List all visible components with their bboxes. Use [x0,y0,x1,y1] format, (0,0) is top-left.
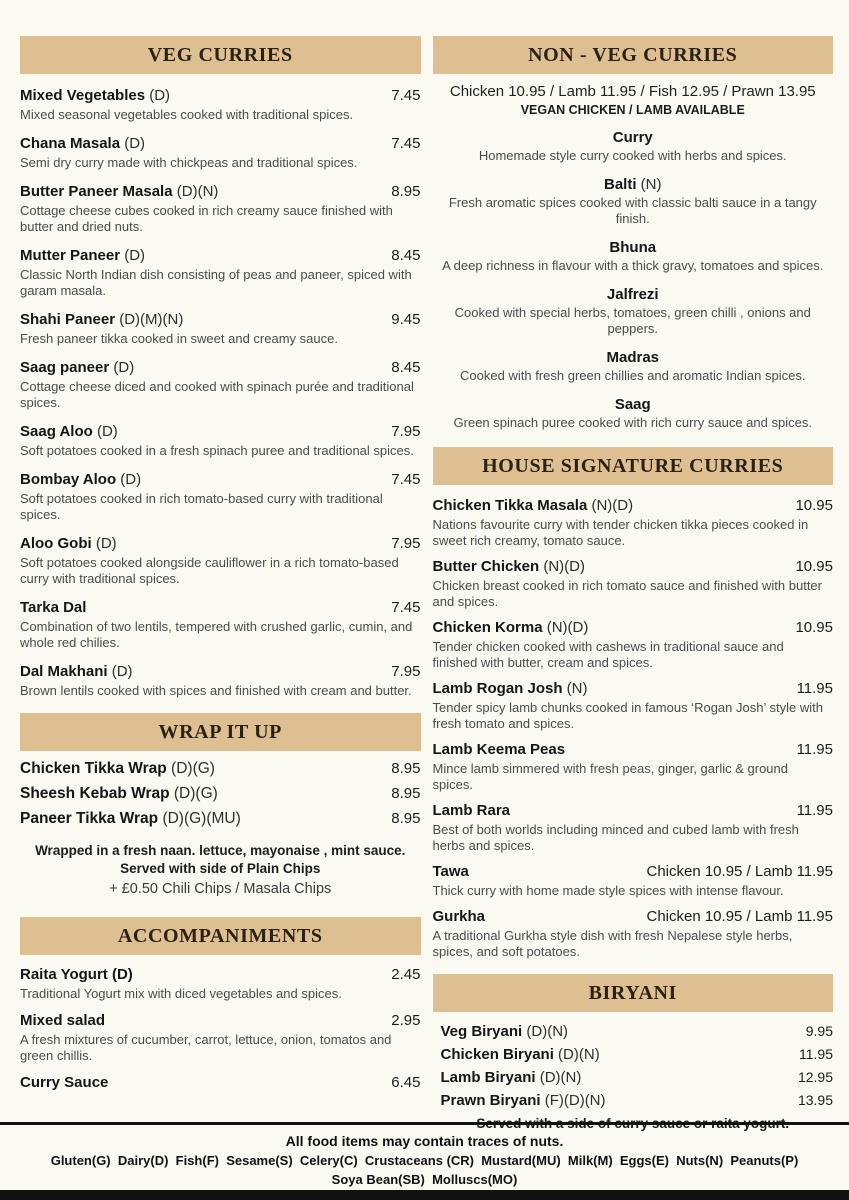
menu-item-price: Chicken 10.95 / Lamb 11.95 [646,863,833,880]
menu-item [433,1020,834,1043]
menu-item-price: 10.95 [795,619,833,636]
menu-item-description: A traditional Gurkha style dish with fresh Nepalese style herbs, spices, and soft potatoes. [432,928,793,959]
menu-item-price: 12.95 [797,1069,833,1085]
menu-item-description: Soft potatoes cooked in rich tomato-based curry with traditional spices. [20,491,383,522]
menu-item-description: Classic North Indian dish consisting of peas and paneer, spiced with garam masala. [20,267,412,298]
menu-item-line [433,907,834,926]
menu-item-description: Fresh paneer tikka cooked in sweet and creamy sauce. [20,331,338,346]
menu-item-name: Butter Chicken (N)(D) [432,558,586,575]
menu-item-description: Combination of two lentils, tempered with crushed garlic, cumin, and whole red chilies. [20,619,413,650]
wrap-note-line-1: Wrapped in a fresh naan. lettuce, mayonaise , mint sauce. [35,843,406,858]
menu-item [433,1043,834,1066]
curry-style-tags: (N) [636,176,662,193]
menu-item-allergen-tags: (N) [562,680,588,697]
menu-item [20,598,421,651]
menu-item-price: 8.95 [391,183,421,200]
menu-item-price: Chicken 10.95 / Lamb 11.95 [646,908,833,925]
wrap-note [20,842,421,899]
menu-item-name: Mixed Vegetables (D) [20,87,171,104]
menu-item-name: Chicken Tikka Wrap (D)(G) [20,760,215,777]
menu-item [433,1089,834,1112]
section-header-biryani [433,974,834,1012]
menu-item [20,246,421,299]
curry-style-item [433,395,834,431]
curry-style-description: Fresh aromatic spices cooked with classic balti sauce in a tangy finish. [448,195,817,226]
curry-style-description: Green spinach puree cooked with rich curry sauce and spices. [453,415,812,430]
menu-item [433,1066,834,1089]
menu-item-line [20,598,421,617]
menu-item-price: 8.95 [391,785,421,802]
menu-item-allergen-tags: (D)(N) [522,1023,569,1040]
right-column [433,36,834,1133]
section-header-veg-curries [20,36,421,74]
menu-item-description: Semi dry curry made with chickpeas and traditional spices. [20,155,358,170]
menu-item-price: 7.45 [391,471,421,488]
menu-item-name: Saag Aloo (D) [20,423,118,440]
menu-item-name: Aloo Gobi (D) [20,535,117,552]
menu-item-line [441,1066,834,1089]
section-title-veg-curries: VEG CURRIES [147,44,293,66]
menu-item-allergen-tags: (D) [116,471,142,488]
menu-item-line [20,662,421,681]
menu-item-price: 9.45 [391,311,421,328]
menu-item-line [433,557,834,576]
curry-style-name: Saag [614,396,651,413]
menu-item-line [433,862,834,881]
left-column [20,36,421,1101]
menu-item-price: 8.95 [391,760,421,777]
curry-style-description: Homemade style curry cooked with herbs and spices. [478,148,787,163]
non-veg-price-line: Chicken 10.95 / Lamb 11.95 / Fish 12.95 / Prawn 13.95 [449,83,816,100]
section-title-non-veg-curries: NON - VEG CURRIES [528,44,738,66]
menu-item-description: Soft potatoes cooked in a fresh spinach puree and traditional spices. [20,443,414,458]
menu-item-name: Curry Sauce [20,1074,109,1091]
menu-item [20,182,421,235]
menu-item-price: 7.95 [391,535,421,552]
menu-item-name: Shahi Paneer (D)(M)(N) [20,311,184,328]
menu-item-price: 7.95 [391,423,421,440]
section-header-wrap-it-up [20,713,421,751]
menu-item [20,534,421,587]
biryani-note: Served with a side of curry sauce or raita yogurt. [476,1116,790,1131]
wrap-note-line-2: Served with side of Plain Chips [120,861,321,876]
allergen-footer [0,1122,849,1189]
menu-item-name: Dal Makhani (D) [20,663,133,680]
menu-item [20,134,421,171]
curry-style-description: Cooked with special herbs, tomatoes, green chilli , onions and peppers. [454,305,811,336]
curry-style-description: Cooked with fresh green chillies and aromatic Indian spices. [460,368,806,383]
menu-item-line [441,1020,834,1043]
menu-item [433,862,834,899]
menu-item-allergen-tags: (D) [92,423,118,440]
menu-item-price: 11.95 [799,1046,833,1062]
section-veg-curries [20,36,421,699]
menu-item-name: Bombay Aloo (D) [20,471,142,488]
menu-item [433,557,834,610]
menu-item-line [20,1073,421,1092]
section-title-wrap-it-up: WRAP IT UP [158,721,282,743]
menu-item [20,784,421,803]
menu-item [433,740,834,793]
menu-item-line [433,740,834,759]
menu-item-price: 7.45 [391,87,421,104]
menu-item [20,1011,421,1064]
wrap-note-line-3: + £0.50 Chili Chips / Masala Chips [109,881,332,897]
menu-item-name: Butter Paneer Masala (D)(N) [20,183,219,200]
menu-item-name: Tawa [432,863,469,880]
menu-item-price: 8.45 [391,359,421,376]
menu-item-description: Cottage cheese diced and cooked with spinach purée and traditional spices. [20,379,414,410]
menu-item-line [20,809,421,828]
menu-item [20,965,421,1002]
menu-item [20,1073,421,1092]
section-title-biryani: BIRYANI [588,982,677,1004]
menu-item [20,358,421,411]
menu-item-price: 11.95 [796,741,833,758]
menu-item-name: Lamb Rogan Josh (N) [432,680,588,697]
menu-item-description: Best of both worlds including minced and cubed lamb with fresh herbs and spices. [432,822,799,853]
curry-style-name: Bhuna [609,239,657,256]
menu-item-allergen-tags: (D) [145,87,171,104]
menu-item [20,809,421,828]
menu-item-price: 7.45 [391,599,421,616]
menu-item-line [20,965,421,984]
house-signature-list [433,496,834,960]
menu-item-price: 7.45 [391,135,421,152]
menu-item-line [433,679,834,698]
menu-item [433,618,834,671]
menu-item-line [20,759,421,778]
menu-item [433,907,834,960]
menu-item-allergen-tags: (F)(D)(N) [540,1092,606,1109]
menu-item-price: 2.95 [391,1012,421,1029]
menu-item-price: 8.45 [391,247,421,264]
menu-item [20,422,421,459]
menu-item-line [433,618,834,637]
allergen-key-line-2: Soya Bean(SB) Molluscs(MO) [331,1172,518,1187]
menu-item-line [20,358,421,377]
curry-style-name: Madras [606,349,660,366]
menu-item-description: Thick curry with home made style spices with intense flavour. [432,883,784,898]
menu-item-line [433,801,834,820]
menu-item-description: Brown lentils cooked with spices and finished with cream and butter. [20,683,412,698]
menu-item-name: Prawn Biryani (F)(D)(N) [440,1092,606,1109]
menu-item-name: Mixed salad [20,1012,106,1029]
menu-item-line [441,1043,834,1066]
menu-item-line [20,422,421,441]
veg-curries-list [20,86,421,699]
menu-item-allergen-tags: (D)(G) [166,760,215,777]
vegan-availability-note: VEGAN CHICKEN / LAMB AVAILABLE [520,103,745,117]
section-title-house-signature: HOUSE SIGNATURE CURRIES [482,455,784,477]
menu-item-line [20,784,421,803]
menu-item-line [20,534,421,553]
menu-item-name: Chicken Biryani (D)(N) [440,1046,600,1063]
menu-item-line [20,246,421,265]
menu-item-description: Soft potatoes cooked alongside cauliflower in a rich tomato-based curry with traditional spices. [20,555,399,586]
curry-style-name: Balti (N) [603,176,662,193]
menu-item [20,310,421,347]
menu-item [20,86,421,123]
menu-item-allergen-tags: (D) [120,135,146,152]
wrap-it-up-list [20,759,421,828]
menu-item-name: Chicken Tikka Masala (N)(D) [432,497,634,514]
menu-item-price: 10.95 [795,558,833,575]
section-header-accompaniments [20,917,421,955]
menu-item [20,470,421,523]
section-non-veg-curries [433,36,834,431]
menu-item-name: Gurkha [432,908,486,925]
menu-item-price: 2.45 [391,966,421,983]
section-title-accompaniments: ACCOMPANIMENTS [117,925,323,947]
menu-item-description: A fresh mixtures of cucumber, carrot, lettuce, onion, tomatos and green chillis. [20,1032,392,1063]
menu-item-line [20,310,421,329]
curry-style-item [433,175,834,227]
menu-item [433,496,834,549]
menu-item-allergen-tags: (D) [120,247,146,264]
menu-item-allergen-tags: (D)(M)(N) [115,311,184,328]
menu-item-description: Tender chicken cooked with cashews in traditional sauce and finished with butter, cream and spices. [432,639,784,670]
curry-style-item [433,348,834,384]
menu-item-line [20,470,421,489]
menu-item-allergen-tags: (D) [109,359,135,376]
menu-item-name: Lamb Rara [432,802,511,819]
accompaniments-list [20,965,421,1092]
menu-item-description: Traditional Yogurt mix with diced vegetables and spices. [20,986,342,1001]
allergen-key-line-1: Gluten(G) Dairy(D) Fish(F) Sesame(S) Celery(C) Crustaceans (CR) Mustard(MU) Milk(M) Eggs(E) Nuts(N) Peanuts(P) [50,1153,799,1168]
section-header-non-veg-curries [433,36,834,74]
curry-styles-list [433,128,834,431]
menu-item [20,662,421,699]
section-accompaniments [20,917,421,1092]
menu-item-name: Raita Yogurt (D) [20,966,133,983]
menu-item-line [433,496,834,515]
nuts-warning: All food items may contain traces of nuts. [285,1133,564,1149]
menu-item-price: 11.95 [796,680,833,697]
section-header-house-signature [433,447,834,485]
menu-item-name: Lamb Keema Peas [432,741,566,758]
section-house-signature-curries [433,447,834,960]
menu-item-allergen-tags: (D)(G) [169,785,218,802]
section-wrap-it-up [20,713,421,899]
menu-item-description: Cottage cheese cubes cooked in rich creamy sauce finished with butter and dried nuts. [20,203,393,234]
menu-item-price: 13.95 [797,1092,833,1108]
menu-item-allergen-tags: (D)(N) [172,183,219,200]
menu-item-price: 6.45 [391,1074,421,1091]
menu-item [433,801,834,854]
menu-item-price: 9.95 [805,1023,833,1039]
menu-item-line [20,1011,421,1030]
menu-item-allergen-tags: (D)(N) [535,1069,582,1086]
menu-item-name: Tarka Dal [20,599,87,616]
curry-style-name: Curry [612,129,653,146]
menu-item-allergen-tags: (N)(D) [542,619,589,636]
menu-item-name: Mutter Paneer (D) [20,247,146,264]
menu-item-name: Lamb Biryani (D)(N) [440,1069,582,1086]
menu-item-allergen-tags: (D)(N) [553,1046,600,1063]
menu-item-name: Saag paneer (D) [20,359,135,376]
menu-item-name: Chicken Korma (N)(D) [432,619,589,636]
menu-item-price: 8.95 [391,810,421,827]
curry-style-name: Jalfrezi [606,286,659,303]
menu-item-line [20,182,421,201]
menu-item-allergen-tags: (D)(G)(MU) [158,810,241,827]
menu-item [433,679,834,732]
bottom-rule [0,1190,849,1200]
menu-item-price: 7.95 [391,663,421,680]
menu-item-allergen-tags: (N)(D) [539,558,586,575]
menu-item-description: Nations favourite curry with tender chicken tikka pieces cooked in sweet rich creamy, tomato sauce. [432,517,809,548]
menu-item-name: Sheesh Kebab Wrap (D)(G) [20,785,218,802]
menu-item-price: 11.95 [796,802,833,819]
menu-item-description: Tender spicy lamb chunks cooked in famous ‘Rogan Josh’ style with fresh tomato and spices. [432,700,823,731]
menu-item-allergen-tags: (N)(D) [587,497,634,514]
menu-item-line [441,1089,834,1112]
menu-item-allergen-tags: (D) [91,535,117,552]
curry-style-item [433,238,834,274]
menu-item-line [20,134,421,153]
menu-item-description: Chicken breast cooked in rich tomato sauce and finished with butter and spices. [432,578,822,609]
curry-style-item [433,128,834,164]
curry-style-description: A deep richness in flavour with a thick gravy, tomatoes and spices. [442,258,824,273]
curry-style-item [433,285,834,337]
menu-item-name: Veg Biryani (D)(N) [440,1023,569,1040]
menu-item-name: Paneer Tikka Wrap (D)(G)(MU) [20,810,241,827]
biryani-list [433,1020,834,1112]
menu-item-name: Chana Masala (D) [20,135,146,152]
section-biryani [433,974,834,1133]
menu-item-price: 10.95 [795,497,833,514]
menu-item-line [20,86,421,105]
menu-item-description: Mixed seasonal vegetables cooked with traditional spices. [20,107,354,122]
menu-item-description: Mince lamb simmered with fresh peas, ginger, garlic & ground spices. [432,761,788,792]
menu-item-allergen-tags: (D) [107,663,133,680]
menu-item [20,759,421,778]
